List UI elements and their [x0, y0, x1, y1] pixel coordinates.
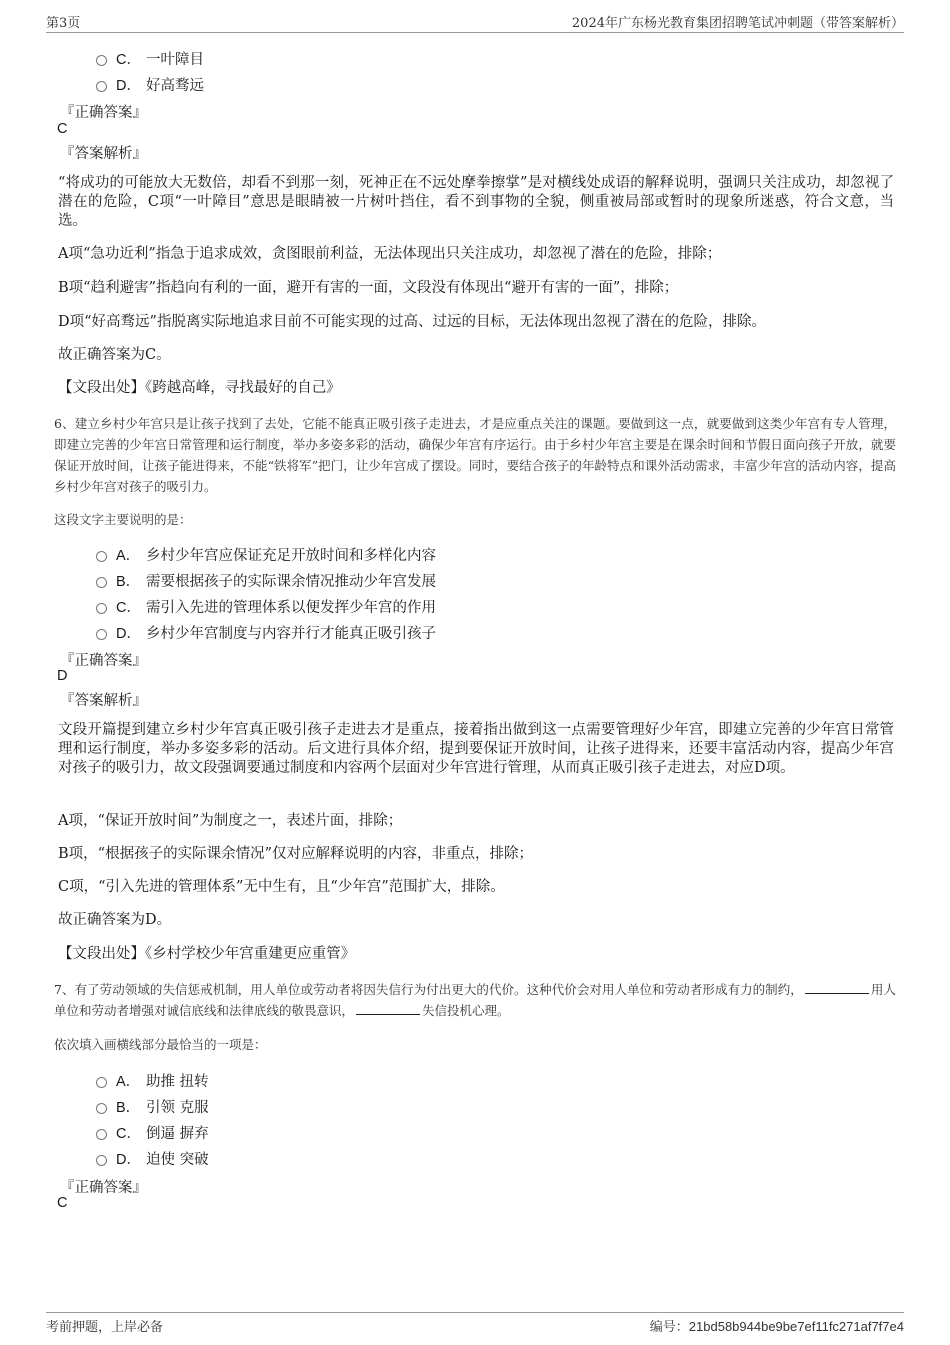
analysis-paragraph: D项“好高骛远”指脱离实际地追求目前不可能实现的过高、过远的目标，无法体现出忽视了潜在的危险，排除。	[58, 314, 766, 330]
correct-answer-label: 『正确答案』	[60, 105, 147, 121]
question-6-text: 6、建立乡村少年宫只是让孩子找到了去处，它能不能真正吸引孩子走进去，才是应重点关注的课题。要做到这一点，就要做到这类少年宫有专人管理，即建立完善的少年宫日常管理和运行制度，举办多姿多彩的活动，确保少年宫有序运行。由于乡村少年宫主要是在课余时间和节假日面向孩子开放，就要保证开放时间，让孩子能进得来，不能“铁将军”把门，让少年宫成了摆设。同时，要结合孩子的年龄特点和课外活动需求，丰富少年宫的活动内容，提高乡村少年宫对孩子的吸引力。	[54, 416, 896, 494]
correct-answer-value: C	[57, 121, 68, 137]
analysis-paragraph: 文段开篇提到建立乡村少年宫真正吸引孩子走进去才是重点，接着指出做到这一点需要管理好少年宫，即建立完善的少年宫日常管理和运行制度，举办多姿多彩的活动。后文进行具体介绍，提到要保证开放时间，让孩子进得来，还要丰富活动内容，提高少年宫对孩子的吸引力，故文段强调要通过制度和内容两个层面对少年宫进行管理，从而真正吸引孩子走进去，对应D项。	[58, 722, 894, 776]
radio-icon[interactable]	[96, 1129, 107, 1140]
radio-icon[interactable]	[96, 1077, 107, 1088]
fill-blank-2	[356, 1002, 420, 1015]
radio-icon[interactable]	[96, 577, 107, 588]
correct-answer-value: D	[57, 668, 68, 684]
option-d[interactable]: D． 乡村少年宫制度与内容并行才能真正吸引孩子	[96, 622, 436, 643]
option-b[interactable]: B． 需要根据孩子的实际课余情况推动少年宫发展	[96, 570, 436, 591]
radio-icon[interactable]	[96, 81, 107, 92]
question-7-prompt: 依次填入画横线部分最恰当的一项是：	[54, 1037, 267, 1052]
question-6-prompt: 这段文字主要说明的是：	[54, 512, 192, 527]
analysis-paragraph: A项“急功近利”指急于追求成效，贪图眼前利益，无法体现出只关注成功，却忽视了潜在的危险，排除；	[58, 246, 722, 262]
analysis-label: 『答案解析』	[60, 146, 147, 162]
option-d[interactable]: D． 好高骛远	[96, 74, 204, 95]
analysis-paragraph: B项“趋利避害”指趋向有利的一面，避开有害的一面，文段没有体现出“避开有害的一面”，排除；	[58, 280, 679, 296]
analysis-conclusion: 故正确答案为D。	[58, 912, 172, 928]
correct-answer-value: C	[57, 1195, 68, 1211]
analysis-paragraph: “将成功的可能放大无数倍，却看不到那一刻，死神正在不远处摩拳擦掌”是对横线处成语的解释说明，强调只关注成功，却忽视了潜在的危险，C项“一叶障目”意思是眼睛被一片树叶挡住，看不到事物的全貌，侧重被局部或暂时的现象所迷惑，符合文意，当选。	[58, 175, 894, 229]
radio-icon[interactable]	[96, 629, 107, 640]
source-citation: 【文段出处】《跨越高峰，寻找最好的自己》	[58, 380, 341, 396]
analysis-paragraph: B项，“根据孩子的实际课余情况”仅对应解释说明的内容，非重点，排除；	[58, 846, 533, 862]
radio-icon[interactable]	[96, 551, 107, 562]
option-a[interactable]: A． 乡村少年宫应保证充足开放时间和多样化内容	[96, 544, 436, 565]
option-c[interactable]: C． 一叶障目	[96, 48, 204, 69]
correct-answer-label: 『正确答案』	[60, 1180, 147, 1196]
analysis-paragraph: C项，“引入先进的管理体系”无中生有，且“少年宫”范围扩大，排除。	[58, 879, 505, 895]
page-footer	[46, 1312, 904, 1335]
option-c[interactable]: C． 需引入先进的管理体系以便发挥少年宫的作用	[96, 596, 436, 617]
option-a[interactable]: A． 助推 扭转	[96, 1070, 209, 1091]
analysis-conclusion: 故正确答案为C。	[58, 347, 171, 363]
source-citation: 【文段出处】《乡村学校少年宫重建更应重管》	[58, 946, 356, 962]
document-code: 编号：21bd58b944be9be7ef11fc271af7f7e4	[649, 1319, 904, 1334]
radio-icon[interactable]	[96, 55, 107, 66]
question-7-text: 7、有了劳动领域的失信惩戒机制，用人单位或劳动者将因失信行为付出更大的代价。这种代价会对用人单位和劳动者形成有力的制约， 用人单位和劳动者增强对诚信底线和法律底线的敬畏意识， 失信投机心理。	[54, 982, 896, 1018]
footer-slogan: 考前押题，上岸必备	[46, 1320, 164, 1335]
page-header	[46, 12, 904, 33]
correct-answer-label: 『正确答案』	[60, 653, 147, 669]
radio-icon[interactable]	[96, 1155, 107, 1166]
page-number: 第3页	[46, 16, 81, 31]
option-d[interactable]: D． 迫使 突破	[96, 1148, 209, 1169]
fill-blank-1	[805, 981, 869, 994]
option-b[interactable]: B． 引领 克服	[96, 1096, 209, 1117]
radio-icon[interactable]	[96, 603, 107, 614]
radio-icon[interactable]	[96, 1103, 107, 1114]
document-title: 2024年广东杨光教育集团招聘笔试冲刺题（带答案解析）	[571, 16, 904, 31]
option-c[interactable]: C． 倒逼 摒弃	[96, 1122, 209, 1143]
analysis-paragraph: A项，“保证开放时间”为制度之一，表述片面，排除；	[58, 813, 403, 829]
analysis-label: 『答案解析』	[60, 693, 147, 709]
